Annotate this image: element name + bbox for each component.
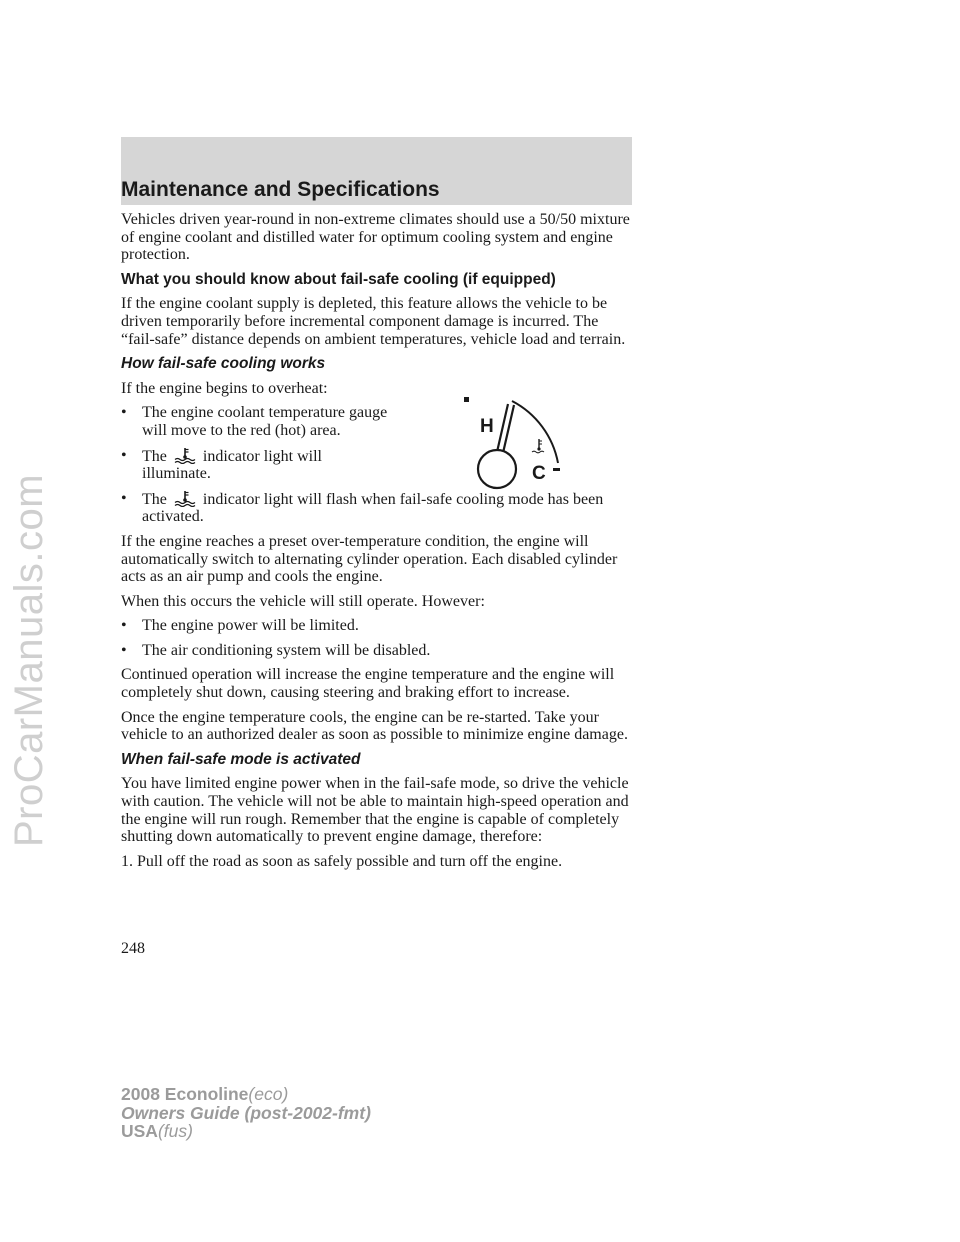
bullet-light-flash: • The indicator light will flash when fail-safe cooling mode has been activated. <box>121 489 604 526</box>
step-pull-off: 1. Pull off the road as soon as safely possible and turn off the engine. <box>121 852 563 870</box>
over-temperature-paragraph: If the engine reaches a preset over-temperature condition, the engine will automatically switch to alternating cylinder operation. Each disabled cylinder acts as an air pump and cools the engine. <box>121 532 618 586</box>
footer-line-2: Owners Guide (post-2002-fmt) <box>121 1102 371 1123</box>
watermark-text: ProCarManuals.com <box>7 473 52 847</box>
coolant-temperature-icon <box>173 490 197 507</box>
section-heading-when-activated: When fail-safe mode is activated <box>121 750 361 768</box>
intro-paragraph: Vehicles driven year-round in non-extreme climates should use a 50/50 mixture of engine coolant and distilled water for optimum cooling system and engine protection. <box>121 211 630 264</box>
footer-line-1: 2008 Econoline(eco) <box>121 1084 289 1104</box>
gauge-needle-left <box>497 404 508 452</box>
watermark <box>2 300 58 1020</box>
section-heading-fail-safe: What you should know about fail-safe cooling (if equipped) <box>121 270 556 288</box>
bullet-power-limited: • The engine power will be limited. <box>121 617 359 635</box>
still-operate-paragraph: When this occurs the vehicle will still operate. However: <box>121 592 485 610</box>
gauge-coolant-symbol-icon <box>532 439 544 453</box>
fail-safe-paragraph: If the engine coolant supply is depleted, this feature allows the vehicle to be driven temporarily before incremental component damage is incurred. The “fail-safe” distance depends on ambient temperatures, vehicle load and terrain. <box>121 295 626 348</box>
page-content <box>121 211 636 877</box>
cold-label: C <box>532 463 546 484</box>
hot-tick <box>464 397 469 402</box>
limited-power-paragraph: You have limited engine power when in the fail-safe mode, so drive the vehicle with caution. The vehicle will not be able to maintain high-speed operation and the engine will run rough. Remember that the engine is capable of completely shutting down automatically to prevent engine damage, therefore: <box>121 775 629 846</box>
bullet-ac-disabled: • The air conditioning system will be disabled. <box>121 641 431 659</box>
cold-tick <box>553 468 560 471</box>
bullet-light-illuminate: • The indicator light will illuminate. <box>121 446 322 483</box>
restart-paragraph: Once the engine temperature cools, the engine can be re-started. Take your vehicle to an authorized dealer as soon as possible to minimize engine damage. <box>121 708 628 744</box>
section-heading-how-it-works: How fail-safe cooling works <box>121 355 326 373</box>
coolant-temperature-gauge <box>460 395 572 495</box>
footer <box>121 1085 371 1141</box>
continued-operation-paragraph: Continued operation will increase the engine temperature and the engine will completely shut down, causing steering and braking effort to increase. <box>121 666 615 702</box>
gauge-needle-right <box>503 405 514 453</box>
gauge-hub <box>478 450 516 488</box>
hot-label: H <box>480 416 494 437</box>
coolant-temperature-icon <box>173 447 197 464</box>
bullet-gauge-red: • The engine coolant temperature gauge will move to the red (hot) area. <box>121 404 388 439</box>
overheat-lead: If the engine begins to overheat: <box>121 379 328 397</box>
page-title: Maintenance and Specifications <box>121 178 440 201</box>
footer-line-3: USA(fus) <box>121 1121 193 1141</box>
gauge-arc <box>512 401 558 463</box>
page-number: 248 <box>121 940 145 957</box>
